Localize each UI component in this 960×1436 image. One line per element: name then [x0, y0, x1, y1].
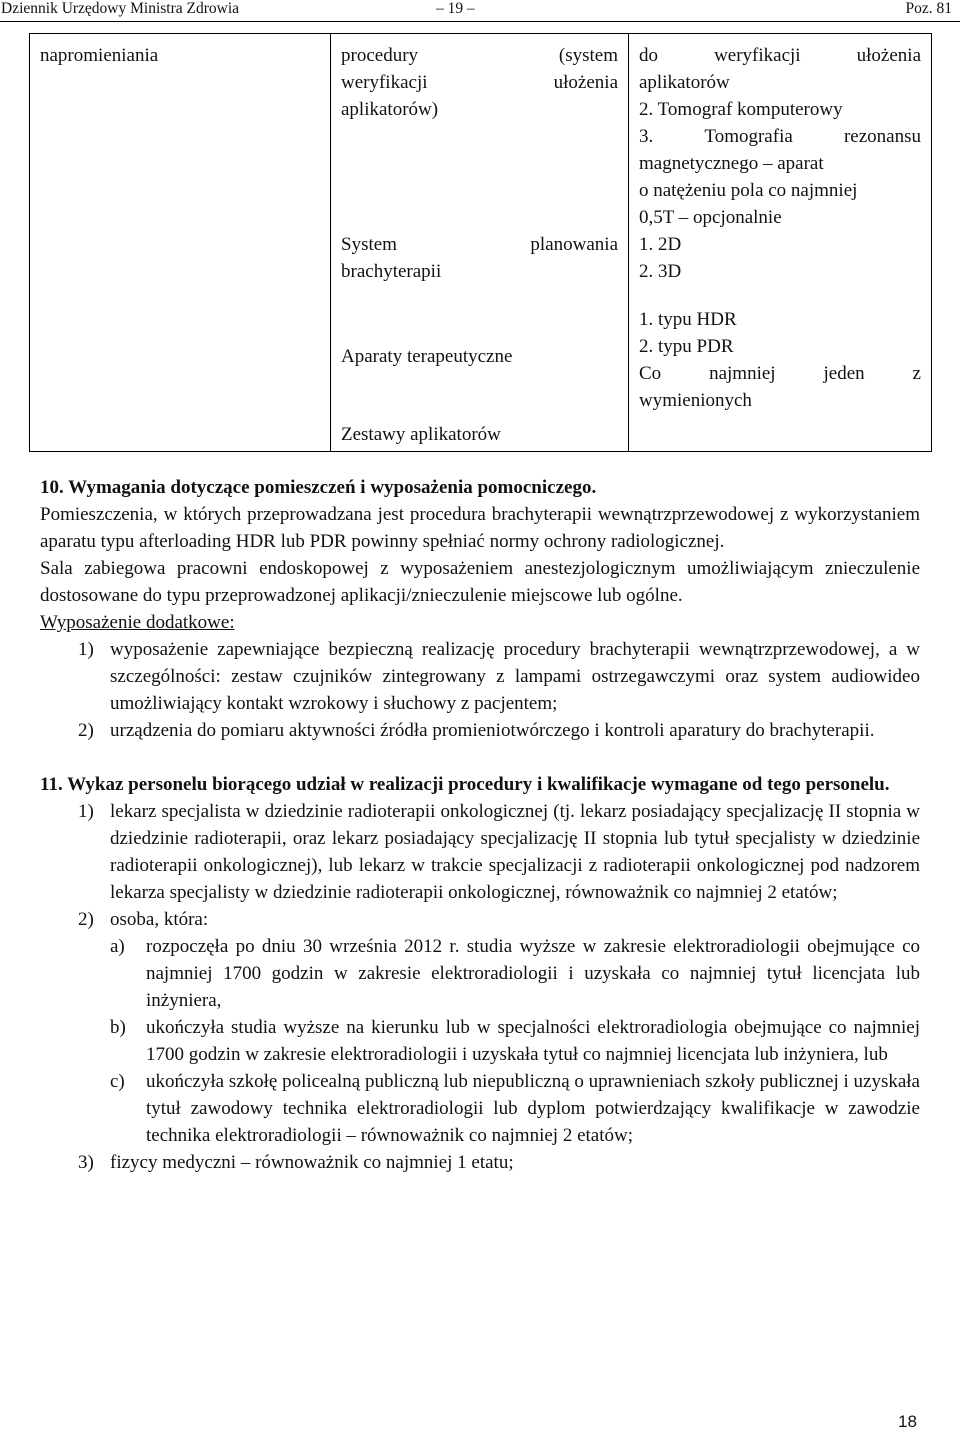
table-cell-procedure-equipment: do weryfikacji ułożenia aplikatorów 2. Tomograf komputerowy 3. Tomografia rezonansu magnetycznego – aparat o natężeniu pola co najmniej 0,5T – opcjonalnie	[629, 34, 932, 232]
list-item: 1) wyposażenie zapewniające bezpieczną realizację procedury brachyterapii wewnątrzprzewodowej, a w szczególności: zestaw czujników zintegrowany z lampami ostrzegawczymi oraz system audiowideo umożliwiający kontakt wzrokowy i słuchowy z pacjentem;	[78, 639, 920, 714]
table-cell-device-types: 1. typu HDR 2. typu PDR Co najmniej jeden z wymienionych	[629, 294, 932, 419]
sub-list-item: b) ukończyła studia wyższe na kierunku lub w specjalności elektroradiologia obejmujące co najmniej 1700 godzin w zakresie elektroradiologii i uzyskała tytuł co najmniej licencjata lub inżyniera, lub	[110, 1017, 920, 1065]
header-position: Poz. 81	[905, 0, 952, 17]
section-10-heading: 10. Wymagania dotyczące pomieszczeń i wyposażenia pomocniczego.	[40, 477, 597, 498]
table-cell-planning: System planowania brachyterapii	[331, 231, 629, 294]
section-10-paragraph-rooms: Pomieszczenia, w których przeprowadzana jest procedura brachyterapii wewnątrzprzewodowej z wykorzystaniem aparatu typu afterloading HDR lub PDR powinny spełniać normy ochrony radiologicznej.	[40, 504, 920, 552]
table-cell-therapy-devices: Aparaty terapeutyczne	[331, 294, 629, 419]
page-header	[0, 0, 960, 20]
header-page-marker: – 19 –	[436, 0, 475, 17]
table-cell-procedure: procedury (system weryfikacji ułożenia aplikatorów)	[331, 34, 629, 232]
additional-equipment-label: Wyposażenie dodatkowe:	[40, 612, 235, 633]
list-item: 2) urządzenia do pomiaru aktywności źródła promieniotwórczego i kontroli aparatury do brachyterapii.	[78, 720, 875, 741]
table-cell-category: napromieniania	[30, 34, 331, 452]
table-cell-applicator-sets: Zestawy aplikatorów	[331, 419, 629, 451]
section-11-heading: 11. Wykaz personelu biorącego udział w realizacji procedury i kwalifikacje wymagane od tego personelu.	[40, 774, 890, 795]
list-item: 1) lekarz specjalista w dziedzinie radioterapii onkologicznej (tj. lekarz posiadający specjalizację II stopnia w dziedzinie radioterapii, oraz lekarz posiadający specjalizację II stopnia lub tytuł specjalisty w dziedzinie radioterapii onkologicznej), lub lekarz w trakcie specjalizacji z radioterapii onkologicznej pod nadzorem lekarza specjalisty w dziedzinie radioterapii onkologicznej, równoważnik co najmniej 2 etatów;	[78, 801, 920, 903]
document-body	[40, 474, 920, 1176]
table-cell-planning-options: 1. 2D 2. 3D	[629, 231, 932, 294]
sub-list-item: a) rozpoczęła po dniu 30 września 2012 r. studia wyższe w zakresie elektroradiologii obejmujące co najmniej 1700 godzin w zakresie elektroradiologii i uzyskała co najmniej tytuł licencjata lub inżyniera,	[110, 936, 920, 1011]
list-item: 3) fizycy medyczni – równoważnik co najmniej 1 etatu;	[78, 1152, 514, 1173]
journal-title: Dziennik Urzędowy Ministra Zdrowia	[1, 0, 240, 17]
table-cell-empty	[629, 419, 932, 451]
section-10-paragraph-room-equipment: Sala zabiegowa pracowni endoskopowej z wyposażeniem anestezjologicznym umożliwiającym znieczulenie dostosowane do typu przeprowadzonej aplikacji/znieczulenie miejscowe lub ogólne.	[40, 558, 920, 606]
equipment-table	[29, 33, 932, 452]
header-rule	[0, 21, 960, 22]
list-item: 2) osoba, która:	[78, 909, 209, 930]
sub-list-item: c) ukończyła szkołę policealną publiczną lub niepubliczną o uprawnieniach szkoły publicznej i uzyskała tytuł zawodowy technika elektroradiologii lub dyplom potwierdzający kwalifikacje w zawodzie technika elektroradiologii – równoważnik co najmniej 2 etatów;	[110, 1071, 920, 1146]
page-number: 18	[898, 1412, 917, 1431]
